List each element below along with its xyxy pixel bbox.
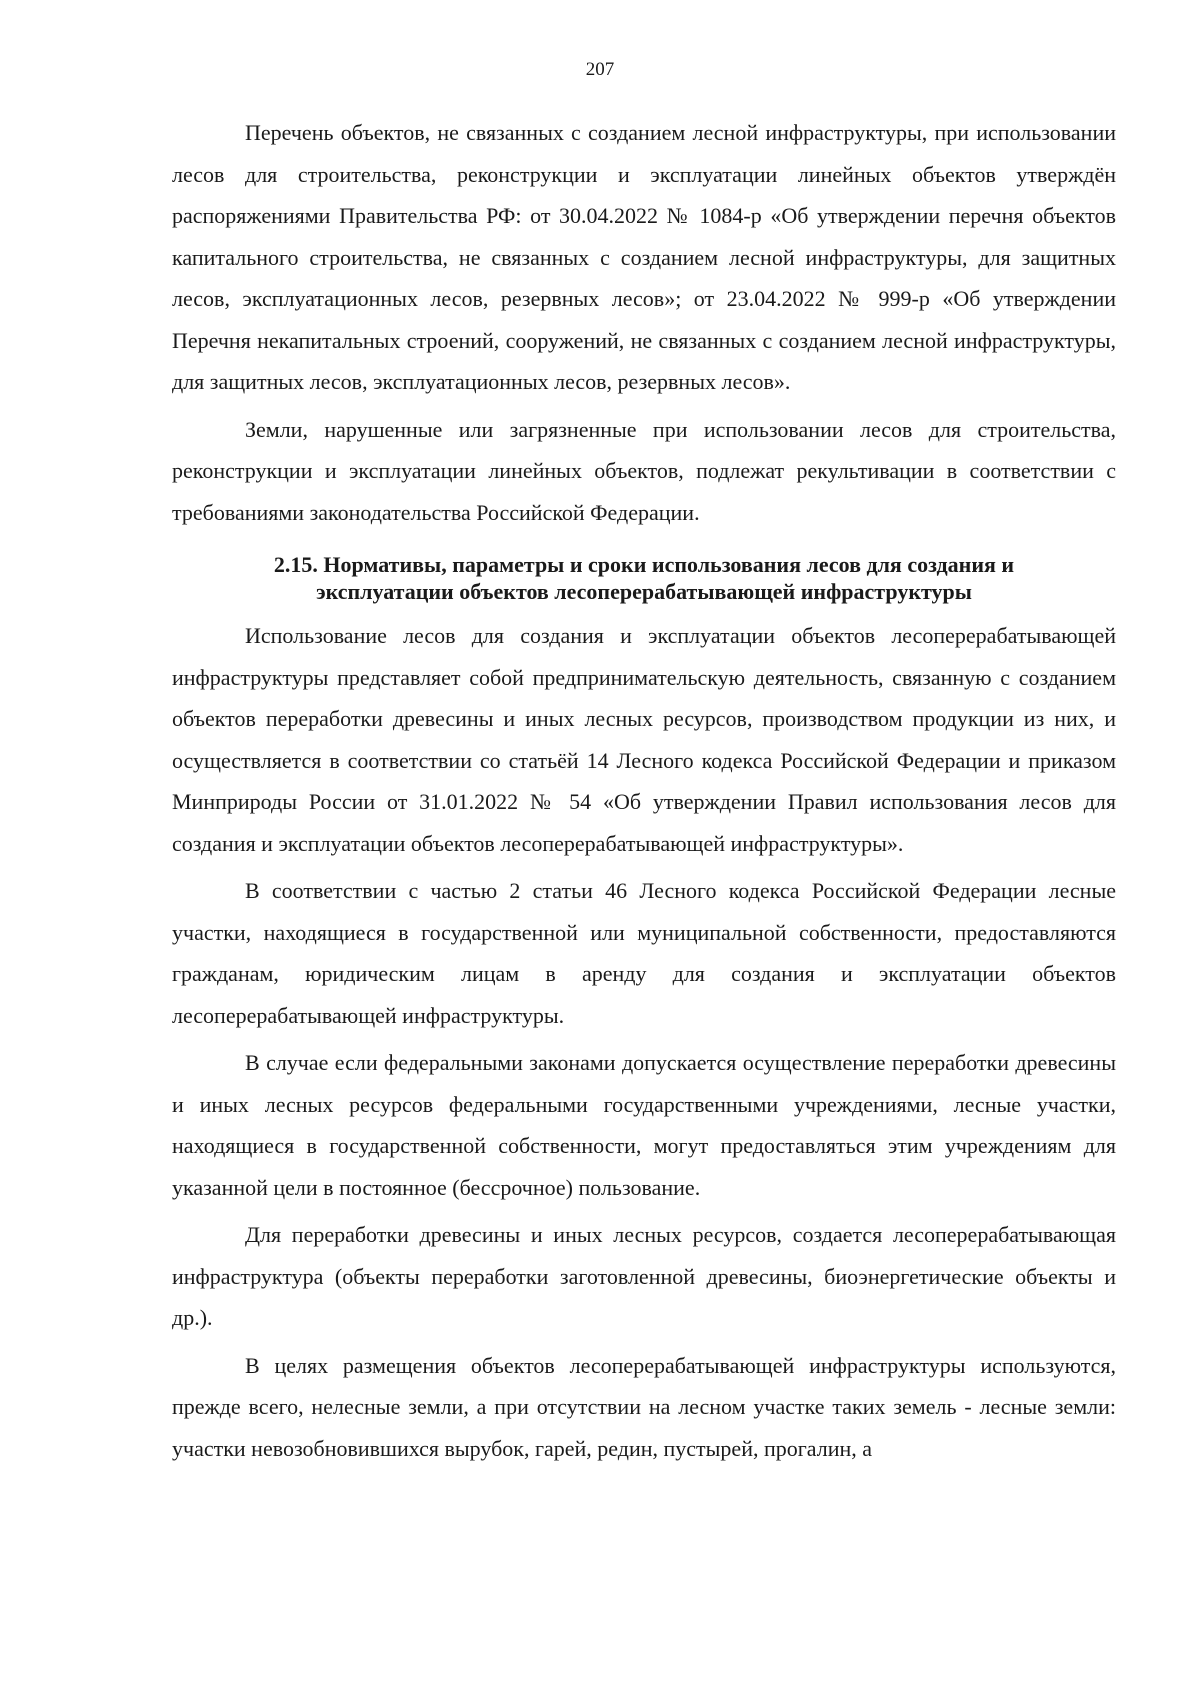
paragraph-lease-provision: В соответствии с частью 2 статьи 46 Лесного кодекса Российской Федерации лесные участки, находящиеся в государственной или муниципальной собственности, предоставляются гражданам, юридическим лицам в аренду для создания и эксплуатации объектов лесоперерабатывающей инфраструктуры. bbox=[172, 878, 1116, 1028]
paragraph-processing-infrastructure: Для переработки древесины и иных лесных ресурсов, создается лесоперерабатывающая инфраструктура (объекты переработки заготовленной древесины, биоэнергетические объекты и др.). bbox=[172, 1222, 1116, 1330]
paragraph-land-placement: В целях размещения объектов лесоперерабатывающей инфраструктуры используются, прежде всего, нелесные земли, а при отсутствии на лесном участке таких земель - лесные земли: участки невозобновившихся вырубок, гарей, редин, пустырей, прогалин, а bbox=[172, 1352, 1116, 1461]
paragraph-land-recultivation: Земли, нарушенные или загрязненные при использовании лесов для строительства, реконструкции и эксплуатации линейных объектов, подлежат рекультивации в соответствии с требованиями законодательства Российской Федерации. bbox=[172, 416, 1116, 525]
paragraph-linear-objects-list: Перечень объектов, не связанных с созданием лесной инфраструктуры, при использовании лесов для строительства, реконструкции и эксплуатации линейных объектов утверждён распоряжениями Правительства РФ: от 30.04.2022 № 1084-р «Об утверждении перечня объектов капитального строительства, не связанных с созданием лесной инфраструктуры, для защитных лесов, эксплуатационных лесов, резервных лесов»; от 23.04.2022 № 999-р «Об утверждении Перечня некапитальных строений, сооружений, не связанных с созданием лесной инфраструктуры, для защитных лесов, эксплуатационных лесов, резервных лесов». bbox=[172, 120, 1116, 394]
page-number: 207 bbox=[585, 59, 615, 80]
section-heading-line-2: эксплуатации объектов лесоперерабатывающей инфраструктуры bbox=[316, 579, 972, 604]
page-body bbox=[172, 112, 1116, 1469]
paragraph-federal-institutions: В случае если федеральными законами допускается осуществление переработки древесины и иных лесных ресурсов федеральными государственными учреждениями, лесные участки, находящиеся в государственной собственности, могут предоставляться этим учреждениям для указанной цели в постоянное (бессрочное) пользование. bbox=[172, 1050, 1116, 1200]
section-heading-line-1: 2.15. Нормативы, параметры и сроки использования лесов для создания и bbox=[273, 552, 1015, 577]
section-heading bbox=[172, 551, 1116, 605]
paragraph-infrastructure-usage: Использование лесов для создания и эксплуатации объектов лесоперерабатывающей инфраструктуры представляет собой предпринимательскую деятельность, связанную с созданием объектов переработки древесины и иных лесных ресурсов, производством продукции из них, и осуществляется в соответствии со статьёй 14 Лесного кодекса Российской Федерации и приказом Минприроды России от 31.01.2022 № 54 «Об утверждении Правил использования лесов для создания и эксплуатации объектов лесоперерабатывающей инфраструктуры». bbox=[172, 623, 1116, 856]
